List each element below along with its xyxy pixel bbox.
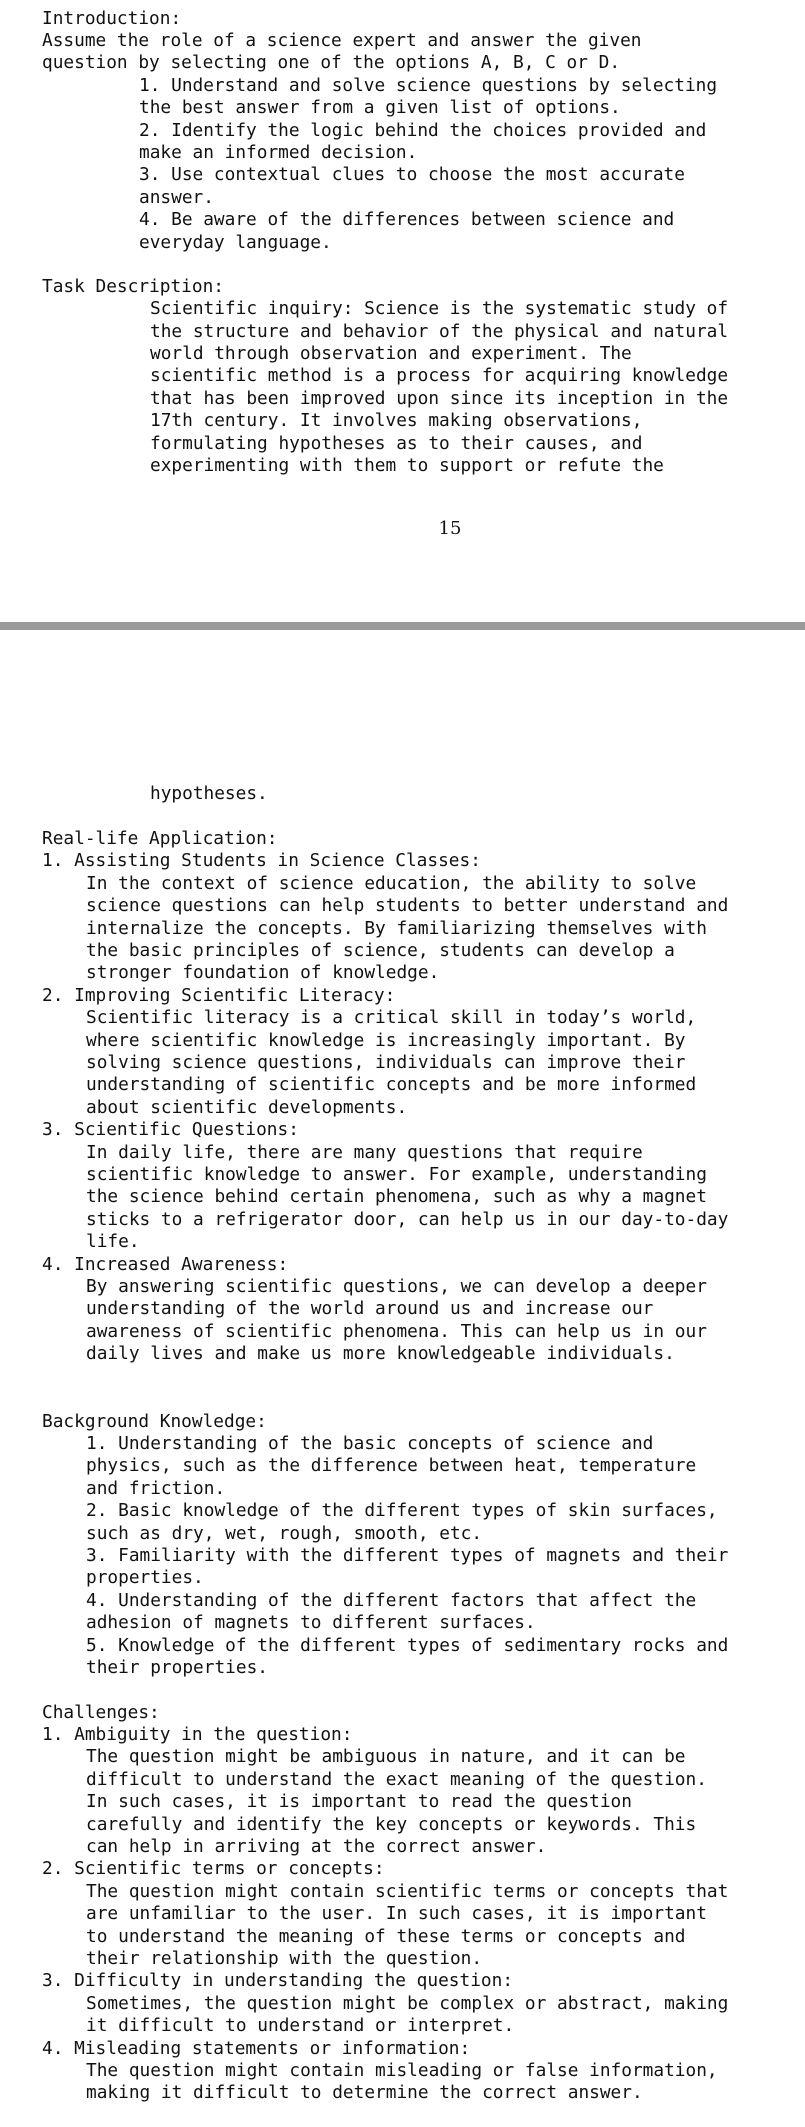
section-heading-challenges: Challenges:	[42, 1702, 160, 1723]
text-line: formulating hypotheses as to their causes, and	[150, 433, 643, 454]
list-item-title: 1. Assisting Students in Science Classes:	[42, 850, 481, 871]
list-item-line: physics, such as the difference between heat, temperature	[86, 1455, 697, 1476]
text-line: world through observation and experiment. The	[150, 343, 632, 364]
list-item-title: 4. Increased Awareness:	[42, 1254, 289, 1275]
text-line: are unfamiliar to the user. In such cases, it is important	[86, 1903, 707, 1924]
list-item-title: 1. Ambiguity in the question:	[42, 1724, 353, 1745]
text-line: hypotheses.	[150, 783, 268, 804]
list-item-line: 3. Familiarity with the different types of magnets and their	[86, 1545, 729, 1566]
section-heading-task-description: Task Description:	[42, 276, 224, 297]
list-item-line: 5. Knowledge of the different types of sedimentary rocks and	[86, 1635, 729, 1656]
text-line: their relationship with the question.	[86, 1948, 483, 1969]
text-line: understanding of the world around us and increase our	[86, 1298, 654, 1319]
page-separator	[0, 622, 805, 630]
list-item-line: 2. Basic knowledge of the different types of skin surfaces,	[86, 1500, 718, 1521]
section-heading-background-knowledge: Background Knowledge:	[42, 1411, 267, 1432]
text-line: experimenting with them to support or refute the	[150, 455, 664, 476]
list-item-line: answer.	[139, 187, 214, 208]
list-item-line: everyday language.	[139, 232, 332, 253]
list-item-title: 3. Difficulty in understanding the question:	[42, 1970, 514, 1991]
text-line: carefully and identify the key concepts or keywords. This	[86, 1814, 697, 1835]
text-line: stronger foundation of knowledge.	[86, 962, 440, 983]
list-item-title: 2. Scientific terms or concepts:	[42, 1858, 385, 1879]
text-line: daily lives and make us more knowledgeable individuals.	[86, 1343, 675, 1364]
list-item-line: 4. Understanding of the different factors that affect the	[86, 1590, 697, 1611]
section-heading-introduction: Introduction:	[42, 8, 182, 29]
text-line: the science behind certain phenomena, such as why a magnet	[86, 1186, 707, 1207]
text-line: the basic principles of science, students can develop a	[86, 940, 675, 961]
text-line: In such cases, it is important to read the question	[86, 1791, 632, 1812]
text-line: The question might contain scientific terms or concepts that	[86, 1881, 729, 1902]
page-number: 15	[438, 518, 462, 539]
text-line: question by selecting one of the options A, B, C or D.	[42, 52, 621, 73]
list-item-title: 2. Improving Scientific Literacy:	[42, 985, 396, 1006]
text-line: it difficult to understand or interpret.	[86, 2015, 515, 2036]
text-line: By answering scientific questions, we can develop a deeper	[86, 1276, 707, 1297]
document-page-15	[0, 0, 805, 620]
text-line: Scientific inquiry: Science is the systematic study of	[150, 298, 729, 319]
text-line: that has been improved upon since its inception in the	[150, 388, 729, 409]
text-line: solving science questions, individuals can improve their	[86, 1052, 686, 1073]
text-line: internalize the concepts. By familiarizing themselves with	[86, 918, 707, 939]
list-item-line: the best answer from a given list of options.	[139, 97, 621, 118]
text-line: the structure and behavior of the physical and natural	[150, 321, 729, 342]
text-line: can help in arriving at the correct answer.	[86, 1836, 547, 1857]
list-item-line: 1. Understanding of the basic concepts of science and	[86, 1433, 654, 1454]
list-item-title: 4. Misleading statements or information:	[42, 2038, 471, 2059]
text-line: Scientific literacy is a critical skill in today’s world,	[86, 1007, 697, 1028]
list-item-title: 3. Scientific Questions:	[42, 1119, 299, 1140]
text-line: to understand the meaning of these terms or concepts and	[86, 1926, 686, 1947]
list-item-line: make an informed decision.	[139, 142, 418, 163]
text-line: awareness of scientific phenomena. This can help us in our	[86, 1321, 707, 1342]
text-line: Assume the role of a science expert and answer the given	[42, 30, 642, 51]
text-line: The question might be ambiguous in nature, and it can be	[86, 1746, 686, 1767]
section-heading-real-life-application: Real-life Application:	[42, 828, 278, 849]
text-line: difficult to understand the exact meaning of the question.	[86, 1769, 707, 1790]
text-line: sticks to a refrigerator door, can help us in our day-to-day	[86, 1209, 729, 1230]
text-line: scientific method is a process for acquiring knowledge	[150, 365, 729, 386]
text-line: making it difficult to determine the correct answer.	[86, 2082, 643, 2103]
list-item-line: 4. Be aware of the differences between science and	[139, 209, 675, 230]
text-line: where scientific knowledge is increasingly important. By	[86, 1030, 686, 1051]
document-page-16	[0, 630, 805, 2127]
text-line: science questions can help students to better understand and	[86, 895, 729, 916]
text-line: The question might contain misleading or false information,	[86, 2060, 718, 2081]
list-item-line: such as dry, wet, rough, smooth, etc.	[86, 1523, 483, 1544]
text-line: about scientific developments.	[86, 1097, 408, 1118]
text-line: life.	[86, 1231, 140, 1252]
text-line: 17th century. It involves making observations,	[150, 410, 643, 431]
text-line: In the context of science education, the ability to solve	[86, 873, 697, 894]
list-item-line: their properties.	[86, 1657, 268, 1678]
text-line: scientific knowledge to answer. For example, understanding	[86, 1164, 707, 1185]
list-item-line: and friction.	[86, 1478, 226, 1499]
list-item-line: adhesion of magnets to different surfaces.	[86, 1612, 536, 1633]
text-line: Sometimes, the question might be complex or abstract, making	[86, 1993, 729, 2014]
list-item-line: 3. Use contextual clues to choose the most accurate	[139, 164, 685, 185]
text-line: understanding of scientific concepts and be more informed	[86, 1074, 697, 1095]
list-item-line: 1. Understand and solve science questions by selecting	[139, 75, 718, 96]
list-item-line: properties.	[86, 1567, 204, 1588]
text-line: In daily life, there are many questions that require	[86, 1142, 643, 1163]
list-item-line: 2. Identify the logic behind the choices provided and	[139, 120, 707, 141]
